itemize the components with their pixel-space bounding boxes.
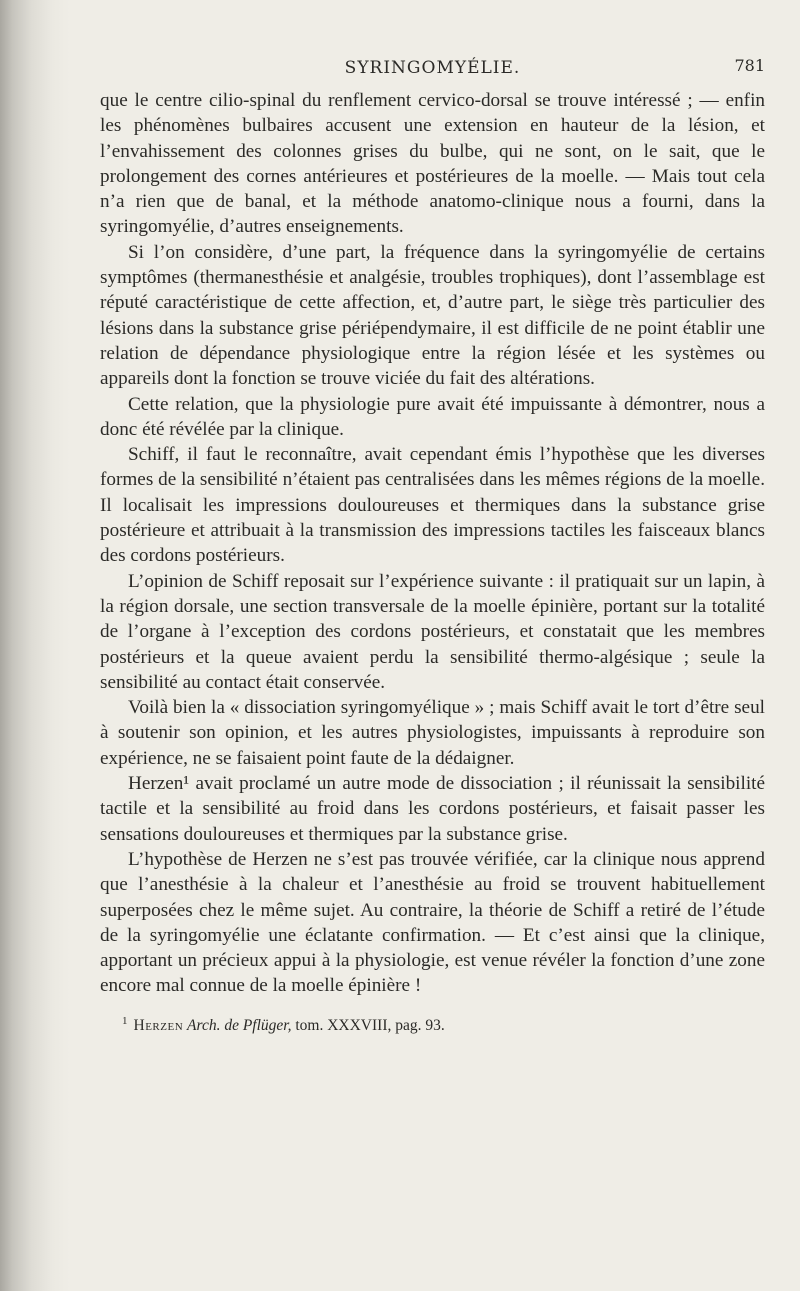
paragraph-8: L’hypothèse de Herzen ne s’est pas trouvée vérifiée, car la clinique nous apprend que l’anesthésie à la chaleur et l’anesthésie au froid se trouvent habituellement superposées chez le même sujet. Au contraire, la théorie de Schiff a retiré de l’étude de la syringomyélie une éclatante confirmation. — Et c’est ainsi que la clinique, apportant un précieux appui à la physiologie, est venue révéler la fonction d’une zone encore mal connue de la moelle épinière !: [100, 848, 765, 997]
footnote-marker: 1: [122, 1014, 128, 1027]
footnote-source: Arch. de Pflüger,: [187, 1016, 292, 1034]
body-text: [100, 88, 765, 999]
paragraph-5: L’opinion de Schiff reposait sur l’expérience suivante : il pratiquait sur un lapin, à la région dorsale, une section transversale de la moelle épinière, portant sur la totalité de l’organe à l’exception des cordons postérieurs, et constatait que les membres postérieurs et la queue avaient perdu la sensibilité thermo-algésique ; seule la sensibilité au contact était conservée.: [100, 570, 765, 693]
running-head: SYRINGOMYÉLIE.: [344, 58, 521, 78]
page-gutter-shadow: [0, 0, 70, 1291]
paragraph-6: Voilà bien la « dissociation syringomyélique » ; mais Schiff avait le tort d’être seul à soutenir son opinion, et les autres physiologistes, impuissants à reproduire son expérience, ne se faisaient point faute de la dédaigner.: [100, 697, 765, 769]
paragraph-1: que le centre cilio-spinal du renflement cervico-dorsal se trouve intéressé ; — enfin les phénomènes bulbaires accusent une extension en hauteur de la lésion, et l’envahissement des colonnes grises du bulbe, qui ne sont, on le sait, que le prolongement des cornes antérieures et postérieures de la moelle. — Mais tout cela n’a rien que de banal, et la méthode anatomo-clinique nous a fourni, dans la syringomyélie, d’autres enseignements.: [100, 90, 765, 238]
page-header: [100, 58, 765, 82]
paragraph-4: Schiff, il faut le reconnaître, avait cependant émis l’hypothèse que les diverses formes de la sensibilité n’étaient pas centralisées dans les mêmes régions de la moelle. Il localisait les impressions douloureuses et thermiques dans la substance grise postérieure et attribuait à la transmission des impressions tactiles les faisceaux blancs des cordons postérieurs.: [100, 444, 765, 567]
paragraph-7: Herzen¹ avait proclamé un autre mode de dissociation ; il réunissait la sensibilité tactile et la sensibilité au froid dans les cordons postérieurs, et faisait passer les sensations douloureuses et thermiques par la substance grise.: [100, 773, 765, 845]
book-page: [100, 58, 765, 1036]
footnote: [100, 1011, 765, 1036]
paragraph-3: Cette relation, que la physiologie pure avait été impuissante à démontrer, nous a donc été révélée par la clinique.: [100, 393, 765, 440]
footnote-author: Herzen: [133, 1016, 184, 1034]
paragraph-2: Si l’on considère, d’une part, la fréquence dans la syringomyélie de certains symptômes (thermanesthésie et analgésie, troubles trophiques), dont l’assemblage est réputé caractéristique de cette affection, et, d’autre part, le siège très particulier des lésions dans la substance grise périépendymaire, il est difficile de ne point établir une relation de dépendance physiologique entre la région lésée et les systèmes ou appareils dont la fonction se trouve viciée du fait des altérations.: [100, 241, 765, 390]
footnote-reference: tom. XXXVIII, pag. 93.: [295, 1016, 445, 1034]
page-number: 781: [734, 56, 765, 75]
